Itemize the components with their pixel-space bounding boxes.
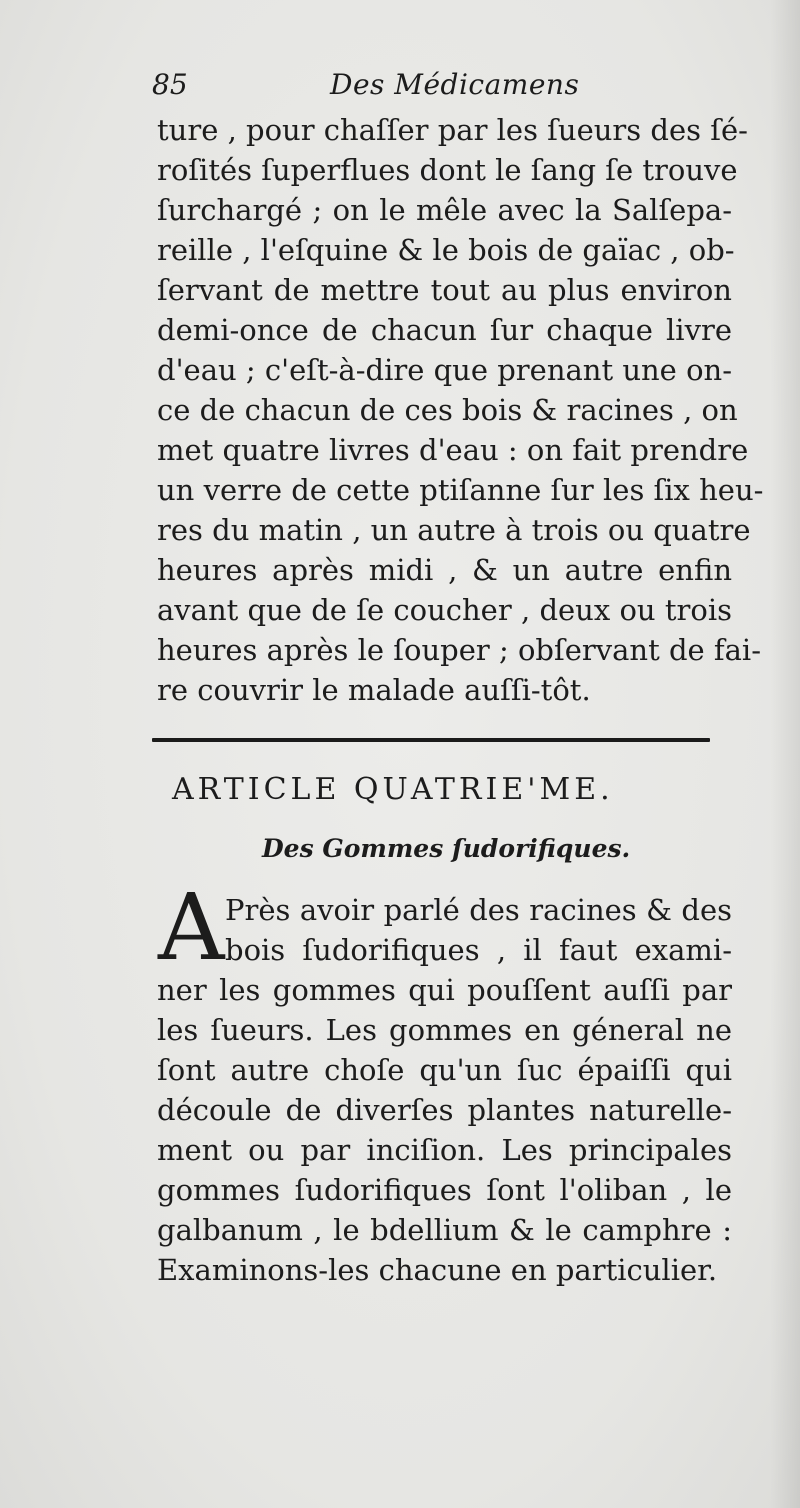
running-head-title: Des Médicamens [330,68,580,101]
drop-cap-letter: A [158,874,225,981]
section-subheading: Des Gommes ſudorifiques. [262,834,631,863]
page-edge-shadow [770,0,800,1508]
text-line: roſités ſuperflues dont le ſang ſe trouve [157,153,738,187]
text-line: heures après le ſouper ; obſervant de fai- [157,633,761,667]
text-line: Près avoir parlé des racines & des [225,893,732,927]
page-number: 85 [152,68,188,101]
text-line: les ſueurs. Les gommes en géneral ne [157,1013,732,1047]
text-line: Examinons-les chacune en particulier. [157,1253,718,1287]
text-line: heures après midi , & un autre enfin [157,553,732,587]
text-line: bois ſudorifiques , il faut exami- [225,933,732,967]
text-line: découle de diverſes plantes naturelle- [157,1093,732,1127]
text-line: gommes ſudorifiques ſont l'oliban , le [157,1173,732,1207]
article-heading: ARTICLE QUATRIE'ME. [172,772,614,807]
text-line: galbanum , le bdellium & le camphre : [157,1213,732,1247]
text-line: avant que de ſe coucher , deux ou trois [157,593,732,627]
text-line: re couvrir le malade auſſi-tôt. [157,673,591,707]
text-line: ſervant de mettre tout au plus environ [157,273,732,307]
text-line: ment ou par inciſion. Les principales [157,1133,732,1167]
text-line: reille , l'eſquine & le bois de gaïac , ob- [157,233,735,267]
text-line: ture , pour chaſſer par les ſueurs des ſé- [157,113,748,147]
horizontal-rule [152,738,710,742]
text-line: ſurchargé ; on le mêle avec la Salſepa- [157,193,732,227]
text-line: res du matin , un autre à trois ou quatre [157,513,751,547]
text-line: ner les gommes qui pouſſent auſſi par [157,973,732,1007]
running-head [152,68,712,108]
paragraph-1 [157,110,764,710]
text-line: ce de chacun de ces bois & racines , on [157,393,738,427]
text-line: ſont autre choſe qu'un ſuc épaiſſi qui [157,1053,732,1087]
paragraph-2 [157,890,732,1290]
text-line: un verre de cette ptiſanne ſur les ſix heu- [157,473,764,507]
text-line: d'eau ; c'eſt-à-dire que prenant une on- [157,353,733,387]
text-line: demi-once de chacun ſur chaque livre [157,313,732,347]
text-line: met quatre livres d'eau : on fait prendre [157,433,749,467]
